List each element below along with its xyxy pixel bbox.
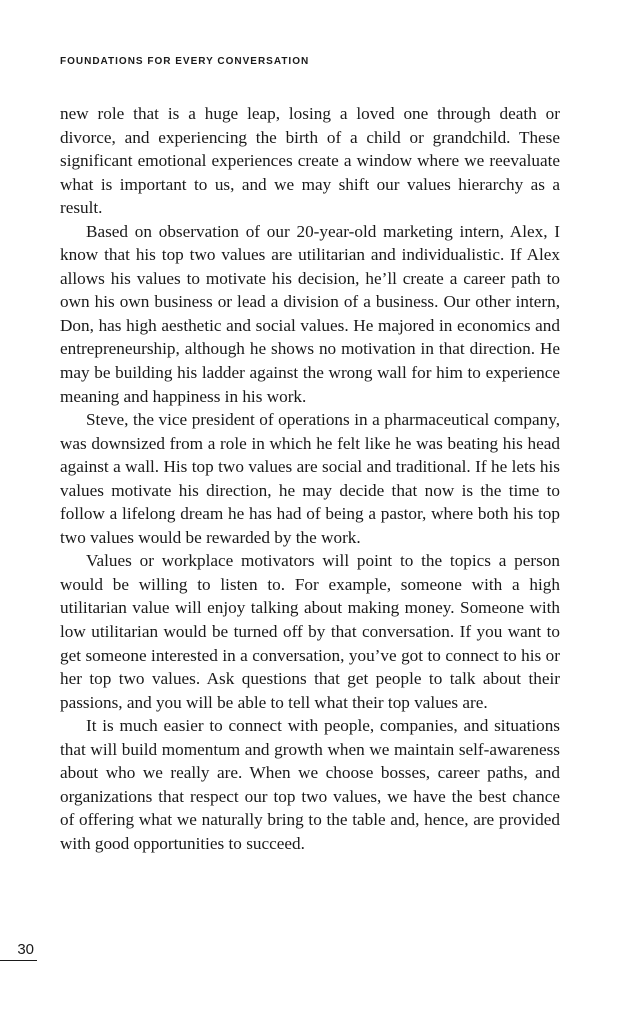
paragraph-continued: new role that is a huge leap, losing a loved one through death or divorce, and experiencing the birth of a child or grandchild. These significant emotional experiences create a window where we reevaluate what is important to us, and we may shift our values hierarchy as a result.	[60, 104, 560, 218]
paragraph-motivators: Values or workplace motivators will point to the topics a person would be willing to listen to. For example, someone with a high utilitarian value will enjoy talking about making money. Someone with low utilitarian would be turned off by that conversation. If you want to get someone interested in a conversation, you’ve got to connect to his or her top two values. Ask questions that get people to talk about their passions, and you will be able to tell what their top values are.	[60, 551, 560, 712]
running-head: FOUNDATIONS FOR EVERY CONVERSATION	[60, 56, 310, 67]
paragraph-self-awareness: It is much easier to connect with people, companies, and situations that will build momentum and growth when we maintain self-awareness about who we really are. When we choose bosses, career paths, and organizations that respect our top two values, we have the best chance of offering what we naturally bring to the table and, hence, are provided with good opportunities to succeed.	[60, 716, 560, 853]
page-number: 30	[0, 940, 37, 961]
paragraph-steve: Steve, the vice president of operations in a pharmaceutical company, was downsized from a role in which he felt like he was beating his head against a wall. His top two values are social and traditional. If he lets his values motivate his direction, he may decide that now is the time to follow a lifelong dream he has had of being a pastor, where both his top two values would be rewarded by the work.	[60, 410, 560, 547]
body-text	[60, 102, 560, 856]
paragraph-interns: Based on observation of our 20-year-old marketing intern, Alex, I know that his top two values are utilitarian and individualistic. If Alex allows his values to motivate his decision, he’ll create a career path to own his own business or lead a division of a business. Our other intern, Don, has high aesthetic and social values. He majored in economics and entrepreneurship, although he shows no motivation in that direction. He may be building his ladder against the wrong wall for him to experience meaning and happiness in his work.	[60, 221, 560, 406]
